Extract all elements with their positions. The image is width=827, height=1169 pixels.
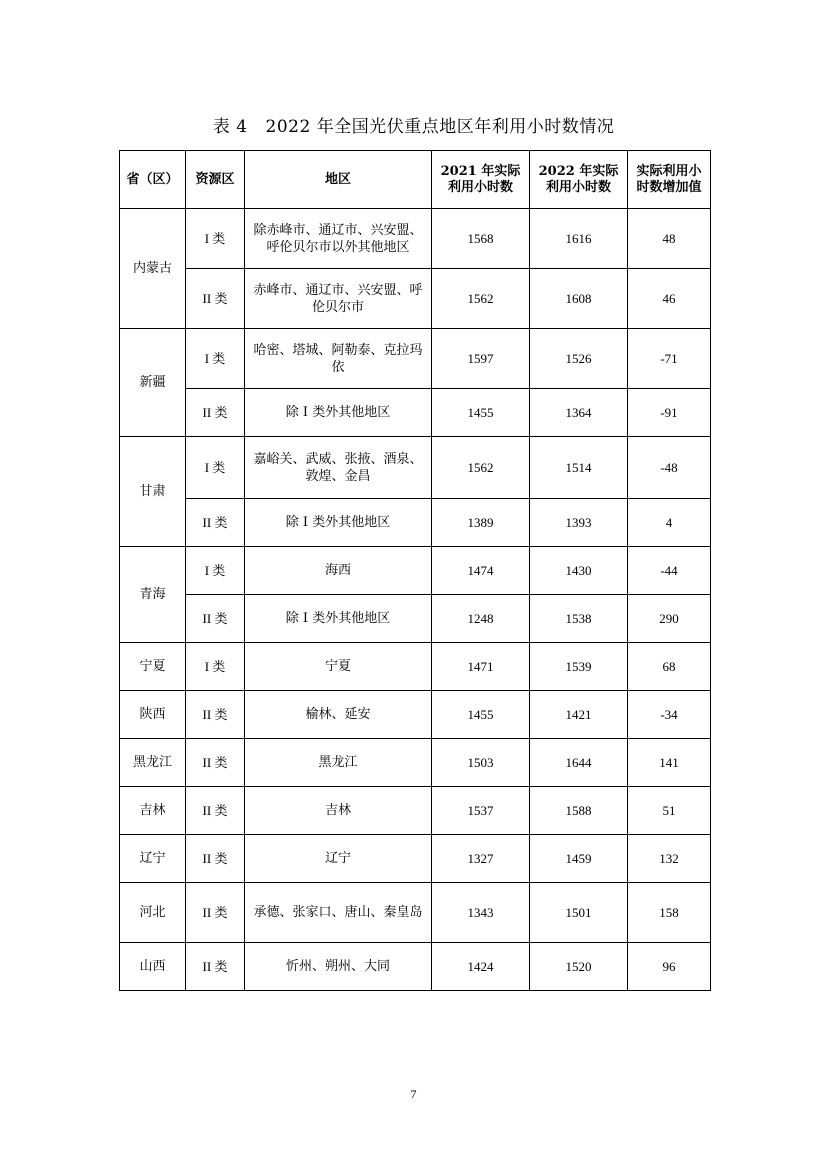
cell-province: 陕西 — [120, 691, 186, 739]
cell-resource-zone: II 类 — [186, 499, 245, 547]
cell-hours-2021: 1327 — [432, 835, 530, 883]
cell-hours-2022: 1526 — [530, 329, 628, 389]
cell-resource-zone: I 类 — [186, 209, 245, 269]
cell-hours-2021: 1503 — [432, 739, 530, 787]
cell-province: 吉林 — [120, 787, 186, 835]
cell-hours-2022: 1501 — [530, 883, 628, 943]
cell-province: 河北 — [120, 883, 186, 943]
table-row — [120, 595, 711, 643]
cell-hours-2021: 1455 — [432, 389, 530, 437]
cell-increase: 4 — [628, 499, 711, 547]
cell-hours-2021: 1474 — [432, 547, 530, 595]
table-row — [120, 437, 711, 499]
cell-area: 宁夏 — [245, 643, 432, 691]
header-hours-2021: 2021 年实际利用小时数 — [432, 151, 530, 209]
cell-hours-2022: 1608 — [530, 269, 628, 329]
table-title-text: 2022 年全国光伏重点地区年利用小时数情况 — [265, 117, 615, 137]
table-row — [120, 739, 711, 787]
cell-increase: 290 — [628, 595, 711, 643]
table-row — [120, 269, 711, 329]
cell-hours-2022: 1616 — [530, 209, 628, 269]
header-hours-2022: 2022 年实际利用小时数 — [530, 151, 628, 209]
cell-hours-2021: 1562 — [432, 437, 530, 499]
cell-area: 黑龙江 — [245, 739, 432, 787]
table-row — [120, 691, 711, 739]
table-row — [120, 835, 711, 883]
cell-hours-2022: 1539 — [530, 643, 628, 691]
cell-hours-2021: 1343 — [432, 883, 530, 943]
cell-hours-2021: 1455 — [432, 691, 530, 739]
cell-province: 黑龙江 — [120, 739, 186, 787]
cell-hours-2022: 1421 — [530, 691, 628, 739]
cell-resource-zone: I 类 — [186, 547, 245, 595]
cell-increase: 96 — [628, 943, 711, 991]
cell-area: 除 I 类外其他地区 — [245, 595, 432, 643]
cell-resource-zone: I 类 — [186, 437, 245, 499]
cell-resource-zone: II 类 — [186, 739, 245, 787]
cell-hours-2022: 1459 — [530, 835, 628, 883]
cell-increase: -48 — [628, 437, 711, 499]
cell-resource-zone: II 类 — [186, 835, 245, 883]
cell-hours-2022: 1644 — [530, 739, 628, 787]
cell-area: 除 I 类外其他地区 — [245, 499, 432, 547]
cell-province: 内蒙古 — [120, 209, 186, 329]
header-resource-zone: 资源区 — [186, 151, 245, 209]
table-row — [120, 389, 711, 437]
table-row — [120, 547, 711, 595]
table-row — [120, 943, 711, 991]
cell-increase: 141 — [628, 739, 711, 787]
cell-area: 吉林 — [245, 787, 432, 835]
cell-resource-zone: I 类 — [186, 329, 245, 389]
cell-resource-zone: I 类 — [186, 643, 245, 691]
table-title — [0, 112, 827, 137]
table-row — [120, 643, 711, 691]
cell-resource-zone: II 类 — [186, 787, 245, 835]
cell-province: 山西 — [120, 943, 186, 991]
cell-hours-2022: 1514 — [530, 437, 628, 499]
cell-increase: -71 — [628, 329, 711, 389]
header-province: 省（区） — [120, 151, 186, 209]
cell-province: 青海 — [120, 547, 186, 643]
cell-hours-2021: 1424 — [432, 943, 530, 991]
cell-increase: 158 — [628, 883, 711, 943]
cell-resource-zone: II 类 — [186, 691, 245, 739]
table-row — [120, 787, 711, 835]
table-body — [120, 209, 711, 991]
cell-area: 承德、张家口、唐山、秦皇岛 — [245, 883, 432, 943]
table-row — [120, 209, 711, 269]
cell-increase: -44 — [628, 547, 711, 595]
cell-area: 除 I 类外其他地区 — [245, 389, 432, 437]
table-title-prefix: 表 4 — [212, 117, 248, 137]
cell-province: 新疆 — [120, 329, 186, 437]
cell-area: 忻州、朔州、大同 — [245, 943, 432, 991]
cell-increase: -91 — [628, 389, 711, 437]
cell-hours-2021: 1248 — [432, 595, 530, 643]
cell-area: 哈密、塔城、阿勒泰、克拉玛依 — [245, 329, 432, 389]
cell-area: 榆林、延安 — [245, 691, 432, 739]
cell-increase: 48 — [628, 209, 711, 269]
cell-hours-2022: 1538 — [530, 595, 628, 643]
cell-hours-2022: 1430 — [530, 547, 628, 595]
cell-province: 甘肃 — [120, 437, 186, 547]
cell-increase: 68 — [628, 643, 711, 691]
cell-resource-zone: II 类 — [186, 595, 245, 643]
cell-resource-zone: II 类 — [186, 943, 245, 991]
table-row — [120, 499, 711, 547]
cell-hours-2021: 1562 — [432, 269, 530, 329]
cell-hours-2022: 1588 — [530, 787, 628, 835]
cell-area: 除赤峰市、通辽市、兴安盟、呼伦贝尔市以外其他地区 — [245, 209, 432, 269]
cell-area: 辽宁 — [245, 835, 432, 883]
cell-increase: 51 — [628, 787, 711, 835]
cell-resource-zone: II 类 — [186, 269, 245, 329]
cell-resource-zone: II 类 — [186, 883, 245, 943]
cell-hours-2021: 1568 — [432, 209, 530, 269]
cell-hours-2021: 1597 — [432, 329, 530, 389]
cell-hours-2021: 1471 — [432, 643, 530, 691]
cell-province: 宁夏 — [120, 643, 186, 691]
utilization-hours-table — [119, 150, 711, 991]
header-area: 地区 — [245, 151, 432, 209]
table-row — [120, 883, 711, 943]
cell-area: 海西 — [245, 547, 432, 595]
cell-hours-2022: 1520 — [530, 943, 628, 991]
page-number: 7 — [410, 1087, 417, 1101]
cell-area: 赤峰市、通辽市、兴安盟、呼伦贝尔市 — [245, 269, 432, 329]
cell-hours-2022: 1364 — [530, 389, 628, 437]
cell-area: 嘉峪关、武威、张掖、酒泉、敦煌、金昌 — [245, 437, 432, 499]
cell-hours-2022: 1393 — [530, 499, 628, 547]
cell-hours-2021: 1389 — [432, 499, 530, 547]
cell-resource-zone: II 类 — [186, 389, 245, 437]
cell-increase: 132 — [628, 835, 711, 883]
header-increase: 实际利用小时数增加值 — [628, 151, 711, 209]
table-row — [120, 329, 711, 389]
cell-province: 辽宁 — [120, 835, 186, 883]
table-header-row — [120, 151, 711, 209]
cell-increase: -34 — [628, 691, 711, 739]
cell-increase: 46 — [628, 269, 711, 329]
cell-hours-2021: 1537 — [432, 787, 530, 835]
